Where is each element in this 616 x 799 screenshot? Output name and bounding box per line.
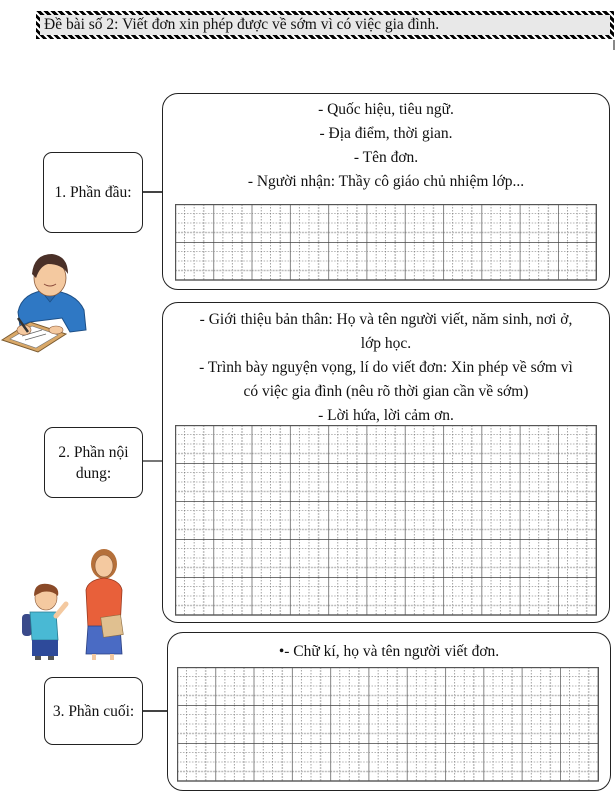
guideline: •- Chữ kí, họ và tên người viết đơn. (278, 643, 500, 660)
page-edge-mark (613, 40, 615, 50)
guideline: - Lời hứa, lời cảm ơn. (318, 407, 454, 424)
section-1-guidelines (163, 98, 609, 194)
section-label-closing (44, 677, 143, 745)
assignment-title-text: Đề bài số 2: Viết đơn xin phép được về sớm vì có việc gia đình. (44, 16, 440, 33)
section-3-guidelines (168, 640, 610, 664)
boy-and-teacher-illustration (16, 544, 132, 669)
guideline: lớp học. (360, 335, 412, 352)
guideline: - Trình bày nguyện vọng, lí do viết đơn: Xin phép về sớm vì (199, 359, 573, 376)
section-label-body (44, 427, 143, 498)
section-2-writing-grid[interactable] (175, 425, 597, 616)
assignment-title (36, 11, 614, 39)
section-1-connector (143, 191, 163, 193)
section-2-label-line: dung: (75, 464, 112, 482)
guideline: - Địa điểm, thời gian. (319, 125, 453, 142)
section-label-heading (43, 152, 143, 233)
guideline: - Giới thiệu bản thân: Họ và tên người viết, năm sinh, nơi ở, (199, 311, 573, 328)
section-2-connector (143, 460, 163, 462)
section-1-label: 1. Phần đầu: (54, 184, 132, 201)
section-3-connector (143, 710, 168, 712)
person-writing-illustration (0, 248, 92, 359)
section-2-label (58, 442, 128, 484)
section-2-guidelines (163, 308, 609, 428)
guideline: có việc gia đình (nêu rõ thời gian cần về sớm) (243, 383, 529, 400)
section-3-writing-grid[interactable] (177, 667, 599, 782)
section-3-label: 3. Phần cuối: (52, 702, 135, 720)
section-1-writing-grid[interactable] (175, 204, 597, 281)
guideline: - Người nhận: Thầy cô giáo chủ nhiệm lớp... (247, 173, 525, 190)
guideline: - Tên đơn. (353, 149, 419, 166)
section-2-label-line: 2. Phần nội (58, 443, 129, 461)
guideline: - Quốc hiệu, tiêu ngữ. (318, 101, 454, 118)
